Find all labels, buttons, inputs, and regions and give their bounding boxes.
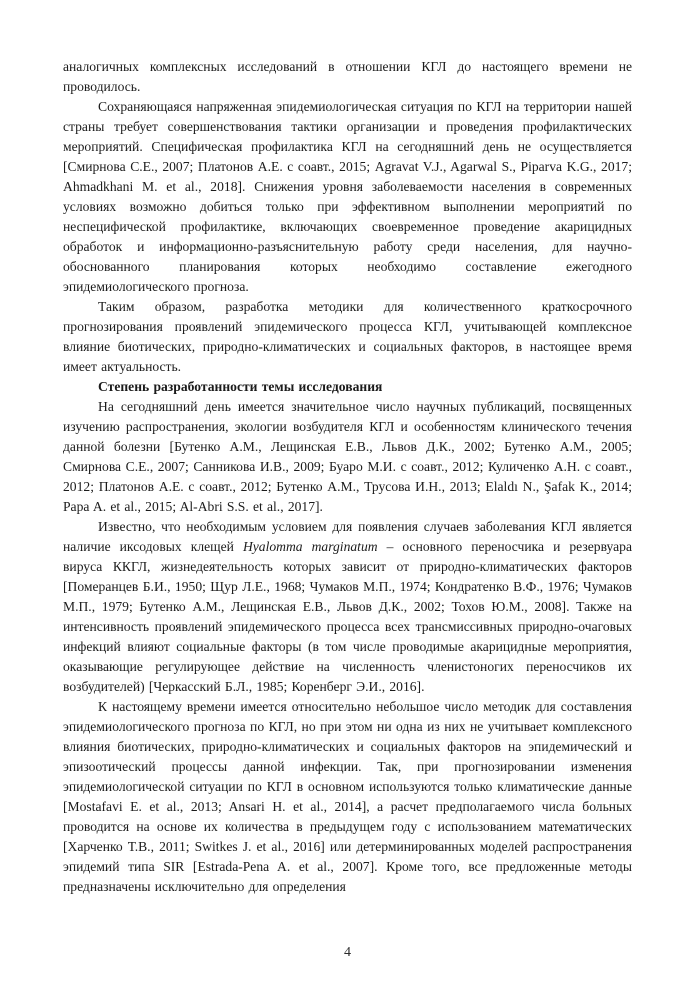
paragraph-tick-vector <box>63 517 632 697</box>
paragraph-epidemiological-situation: Сохраняющаяся напряженная эпидемиологическая ситуация по КГЛ на территории нашей страны требует совершенствования тактики организации и проведения профилактических мероприятий. Специфическая профилактика КГЛ на сегодняшний день не осуществляется [Смирнова С.Е., 2007; Платонов А.Е. с соавт., 2015; Agravat V.J., Agarwal S., Piparva K.G., 2017; Ahmadkhani M. et al., 2018]. Снижения уровня заболеваемости населения в современных условиях возможно добиться только при эффективном выполнении мероприятий по неспецифической профилактике, включающих своевременное проведение акарицидных обработок и информационно-разъяснительную работу среди населения, для научно-обоснованного планирования которых необходимо составление ежегодного эпидемиологического прогноза. <box>63 99 632 294</box>
paragraph-relevance-conclusion: Таким образом, разработка методики для количественного краткосрочного прогнозирования проявлений эпидемического процесса КГЛ, учитывающей комплексное влияние биотических, природно-климатических и социальных факторов, в настоящее время имеет актуальность. <box>63 299 632 374</box>
text-block <box>63 57 632 897</box>
paragraph-text-before-species: Известно, что необходимым условием для появления случаев заболевания КГЛ является наличие иксодовых клещей <box>63 519 632 554</box>
species-name-italic: Hyalomma marginatum <box>242 539 378 554</box>
paragraph-publications-review: На сегодняшний день имеется значительное число научных публикаций, посвященных изучению распространения, экологии возбудителя КГЛ и особенностям клинического течения данной болезни [Бутенко А.М., Лещинская Е.В., Львов Д.К., 2002; Бутенко А.М., 2005; Смирнова С.Е., 2007; Санникова И.В., 2009; Буаро М.И. с соавт., 2012; Куличенко А.Н. с соавт., 2012; Платонов А.Е. с соавт., 2012; Бутенко А.М., Трусова И.Н., 2013; Elaldı N., Şafak K., 2014; Papa A. et al., 2015; Al-Abri S.S. et al., 2017]. <box>63 399 632 514</box>
paragraph-text-after-species: – основного переносчика и резервуара вируса ККГЛ, жизнедеятельность которых зависит от природно-климатических факторов [Померанцев Б.И., 1950; Щур Л.Е., 1968; Чумаков М.П., 1974; Кондратенко В.Ф., 1976; Чумаков М.П., 1979; Бутенко А.М., Лещинская Е.В., Львов Д.К., 2002; Тохов Ю.М., 2008]. Также на интенсивность проявлений эпидемического процесса всех трансмиссивных природно-очаговых инфекций влияют социальные факторы (в том числе проводимые акарицидные мероприятия, оказывающие регулирующее действие на численность членистоногих переносчиков их возбудителей) [Черкасский Б.Л., 1985; Коренберг Э.И., 2016]. <box>63 539 633 694</box>
paragraph-forecast-methods: К настоящему времени имеется относительно небольшое число методик для составления эпидемиологического прогноза по КГЛ, но при этом ни одна из них не учитывает комплексного влияния биотических, природно-климатических и социальных факторов на эпидемический и эпизоотический процессы данной инфекции. Так, при прогнозировании изменения эпидемиологической ситуации по КГЛ в основном используются только климатические данные [Mostafavi E. et al., 2013; Ansari H. et al., 2014], а расчет предполагаемого числа больных проводится на основе их количества в предыдущем году с использованием математических [Харченко Т.В., 2011; Switkes J. et al., 2016] или детерминированных моделей распространения эпидемий типа SIR [Estrada-Pena A. et al., 2007]. Кроме того, все предложенные методы предназначены исключительно для определения <box>63 699 632 894</box>
paragraph-continuation: аналогичных комплексных исследований в отношении КГЛ до настоящего времени не проводилось. <box>63 59 632 94</box>
section-heading: Степень разработанности темы исследования <box>98 379 383 394</box>
page-number: 4 <box>344 945 351 960</box>
